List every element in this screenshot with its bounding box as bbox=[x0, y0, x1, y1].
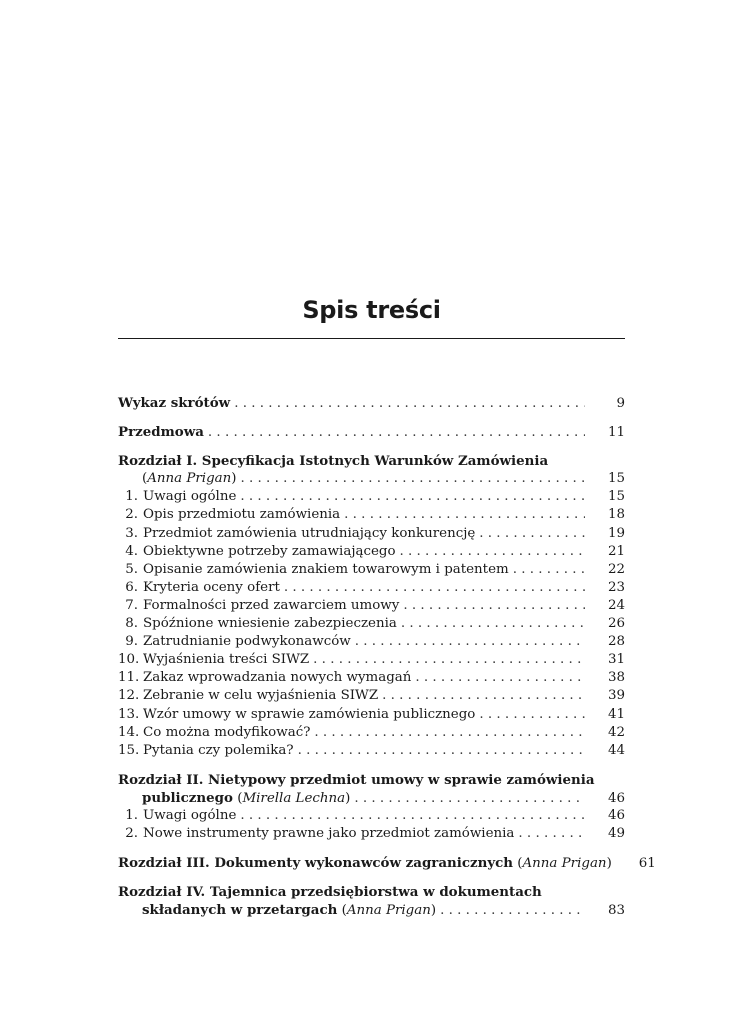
toc-item-number: 1. bbox=[125, 807, 138, 823]
toc-item-text bbox=[118, 651, 313, 669]
dot-leader bbox=[354, 790, 585, 808]
heading-text: składanych w przetargach bbox=[142, 902, 338, 919]
chapter-1-author-line[interactable] bbox=[118, 470, 625, 488]
dot-leader bbox=[518, 825, 585, 843]
toc-item-number: 7. bbox=[125, 597, 138, 613]
chapter-author bbox=[142, 470, 241, 488]
toc-item[interactable] bbox=[118, 633, 625, 651]
toc-page-number: 19 bbox=[607, 525, 625, 541]
paren-open: ( bbox=[142, 471, 148, 487]
toc-item-number: 9. bbox=[125, 634, 138, 650]
dot-leader bbox=[479, 525, 585, 543]
toc-item[interactable] bbox=[118, 579, 625, 597]
dot-leader bbox=[284, 579, 585, 597]
dot-leader bbox=[298, 742, 585, 760]
toc-item-label: Uwagi ogólne bbox=[143, 489, 237, 505]
toc-page-number: 15 bbox=[607, 489, 625, 505]
toc-page-number: 49 bbox=[607, 826, 625, 842]
toc-page-number: 26 bbox=[607, 616, 625, 632]
toc-item-text bbox=[118, 525, 479, 543]
toc-page-number: 21 bbox=[607, 543, 625, 559]
paren-close: ) bbox=[345, 790, 351, 806]
toc-item-number: 6. bbox=[125, 579, 138, 595]
toc-item[interactable] bbox=[118, 651, 625, 669]
toc-item-number: 1. bbox=[125, 489, 138, 505]
dot-leader bbox=[240, 807, 585, 825]
dot-leader bbox=[234, 395, 585, 413]
toc-item-number: 3. bbox=[125, 525, 138, 541]
chapter-2-heading[interactable] bbox=[118, 771, 625, 789]
toc-entry-wykaz[interactable] bbox=[118, 394, 625, 412]
chapter-4-heading-cont[interactable] bbox=[118, 901, 625, 919]
toc-page-number: 39 bbox=[607, 688, 625, 704]
chapter-heading: Rozdział II. Nietypowy przedmiot umowy w sprawie zamówienia bbox=[118, 771, 595, 788]
dot-leader bbox=[479, 706, 585, 724]
title-rule bbox=[118, 338, 625, 339]
toc-item-label: Zakaz wprowadzania nowych wymagań bbox=[143, 670, 412, 686]
chapter-heading: Rozdział I. Specyfikacja Istotnych Warunków Zamówienia bbox=[118, 453, 549, 470]
table-of-contents bbox=[118, 394, 656, 919]
dot-leader bbox=[240, 488, 585, 506]
toc-item-text bbox=[118, 597, 403, 615]
toc-item-number: 5. bbox=[125, 561, 138, 577]
toc-page-number: 24 bbox=[607, 597, 625, 613]
dot-leader bbox=[241, 470, 585, 488]
heading-text: publicznego bbox=[142, 789, 233, 806]
toc-item-text bbox=[118, 506, 344, 524]
chapter-2-heading-cont[interactable] bbox=[118, 789, 625, 807]
dot-leader bbox=[415, 669, 585, 687]
toc-page-number: 28 bbox=[607, 634, 625, 650]
toc-entry-label: Przedmowa bbox=[118, 424, 204, 441]
toc-page-number: 83 bbox=[607, 903, 625, 919]
toc-item[interactable] bbox=[118, 724, 625, 742]
toc-item-label: Spóźnione wniesienie zabezpieczenia bbox=[143, 616, 397, 632]
toc-item-number: 2. bbox=[125, 826, 138, 842]
toc-page-number: 31 bbox=[607, 652, 625, 668]
toc-item-text bbox=[118, 687, 382, 705]
heading-text: Rozdział III. Dokumenty wykonawców zagranicznych bbox=[118, 855, 514, 872]
toc-item-text bbox=[118, 669, 415, 687]
dot-leader bbox=[401, 615, 585, 633]
dot-leader bbox=[400, 543, 585, 561]
chapter-heading-cont bbox=[142, 789, 354, 808]
toc-item-label: Uwagi ogólne bbox=[143, 807, 237, 823]
toc-item[interactable] bbox=[118, 825, 625, 843]
toc-item-number: 12. bbox=[118, 688, 140, 704]
toc-page-number: 38 bbox=[607, 670, 625, 686]
toc-page-number: 23 bbox=[607, 579, 625, 595]
toc-entry-label: Wykaz skrótów bbox=[118, 395, 231, 411]
chapter-heading bbox=[118, 854, 616, 873]
toc-item-text bbox=[118, 615, 401, 633]
toc-item-label: Obiektywne potrzeby zamawiającego bbox=[143, 543, 396, 559]
paren-open: ( bbox=[232, 790, 243, 806]
paren-open: ( bbox=[513, 856, 523, 872]
toc-page-number: 18 bbox=[607, 507, 625, 523]
toc-item-number: 15. bbox=[118, 742, 140, 758]
toc-item[interactable] bbox=[118, 742, 625, 760]
toc-item-label: Wzór umowy w sprawie zamówienia publicznego bbox=[143, 706, 476, 722]
toc-item[interactable] bbox=[118, 561, 625, 579]
toc-item-label: Formalności przed zawarciem umowy bbox=[143, 597, 400, 613]
toc-item-label: Pytania czy polemika? bbox=[143, 742, 294, 758]
toc-item-text bbox=[118, 543, 400, 561]
toc-page-number: 61 bbox=[638, 856, 656, 872]
toc-page-number: 15 bbox=[607, 471, 625, 487]
toc-page-number: 46 bbox=[607, 790, 625, 806]
toc-page-number: 44 bbox=[607, 742, 625, 758]
dot-leader bbox=[440, 902, 585, 920]
author-name: Anna Prigan bbox=[346, 903, 431, 919]
toc-item[interactable] bbox=[118, 615, 625, 633]
page-title: Spis treści bbox=[302, 296, 441, 324]
toc-item-number: 10. bbox=[118, 652, 140, 668]
toc-item-text bbox=[118, 825, 518, 843]
toc-item-number: 13. bbox=[118, 706, 140, 722]
toc-item[interactable] bbox=[118, 687, 625, 705]
chapter-heading: Rozdział IV. Tajemnica przedsiębiorstwa w dokumentach bbox=[118, 884, 542, 901]
toc-item-label: Zebranie w celu wyjaśnienia SIWZ bbox=[143, 688, 379, 704]
dot-leader bbox=[344, 506, 585, 524]
toc-item-label: Nowe instrumenty prawne jako przedmiot zamówienia bbox=[143, 826, 515, 842]
toc-item[interactable] bbox=[118, 706, 625, 724]
dot-leader bbox=[208, 424, 585, 442]
toc-page-number: 46 bbox=[607, 807, 625, 823]
toc-item-number: 8. bbox=[125, 616, 138, 632]
toc-item-number: 14. bbox=[118, 724, 140, 740]
toc-item[interactable] bbox=[118, 488, 625, 506]
toc-item-label: Opisanie zamówienia znakiem towarowym i patentem bbox=[143, 561, 509, 577]
toc-item-text bbox=[118, 579, 284, 597]
toc-item-text bbox=[118, 488, 240, 506]
dot-leader bbox=[382, 687, 585, 705]
toc-item-text bbox=[118, 561, 513, 579]
toc-item-text bbox=[118, 633, 355, 651]
toc-item-label: Zatrudnianie podwykonawców bbox=[143, 634, 351, 650]
toc-item[interactable] bbox=[118, 525, 625, 543]
toc-item[interactable] bbox=[118, 506, 625, 524]
toc-entry-przedmowa[interactable] bbox=[118, 423, 625, 441]
toc-item-label: Przedmiot zamówienia utrudniający konkurencję bbox=[143, 525, 476, 541]
toc-item-number: 4. bbox=[125, 543, 138, 559]
toc-page-number: 42 bbox=[607, 724, 625, 740]
toc-item-label: Co można modyfikować? bbox=[143, 724, 311, 740]
toc-item-number: 11. bbox=[118, 670, 140, 686]
dot-leader bbox=[355, 633, 585, 651]
toc-page-number: 11 bbox=[607, 425, 625, 441]
paren-close: ) bbox=[231, 471, 237, 487]
toc-page-number: 9 bbox=[616, 396, 625, 411]
toc-item[interactable] bbox=[118, 597, 625, 615]
toc-item-text bbox=[118, 807, 240, 825]
dot-leader bbox=[314, 724, 585, 742]
paren-close: ) bbox=[606, 856, 612, 872]
toc-item-text bbox=[118, 706, 479, 724]
toc-item-label: Kryteria oceny ofert bbox=[143, 579, 280, 595]
author-name: Mirella Lechna bbox=[242, 790, 346, 806]
toc-item[interactable] bbox=[118, 669, 625, 687]
toc-page-number: 41 bbox=[607, 706, 625, 722]
toc-item[interactable] bbox=[118, 807, 625, 825]
toc-item-text bbox=[118, 724, 314, 742]
paren-close: ) bbox=[430, 903, 437, 919]
toc-item[interactable] bbox=[118, 543, 625, 561]
toc-page-number: 22 bbox=[607, 561, 625, 577]
dot-leader bbox=[403, 597, 585, 615]
dot-leader bbox=[513, 561, 585, 579]
toc-item-label: Opis przedmiotu zamówienia bbox=[143, 507, 341, 523]
chapter-3-heading[interactable] bbox=[118, 854, 656, 872]
toc-item-number: 2. bbox=[125, 507, 138, 523]
toc-item-text bbox=[118, 742, 298, 760]
author-name: Anna Prigan bbox=[147, 471, 232, 487]
chapter-heading-cont bbox=[142, 901, 440, 920]
chapter-1-heading[interactable] bbox=[118, 452, 625, 470]
author-name: Anna Prigan bbox=[522, 856, 607, 872]
paren-open: ( bbox=[337, 903, 347, 919]
toc-item-label: Wyjaśnienia treści SIWZ bbox=[143, 652, 310, 668]
chapter-4-heading[interactable] bbox=[118, 883, 625, 901]
dot-leader bbox=[313, 651, 585, 669]
